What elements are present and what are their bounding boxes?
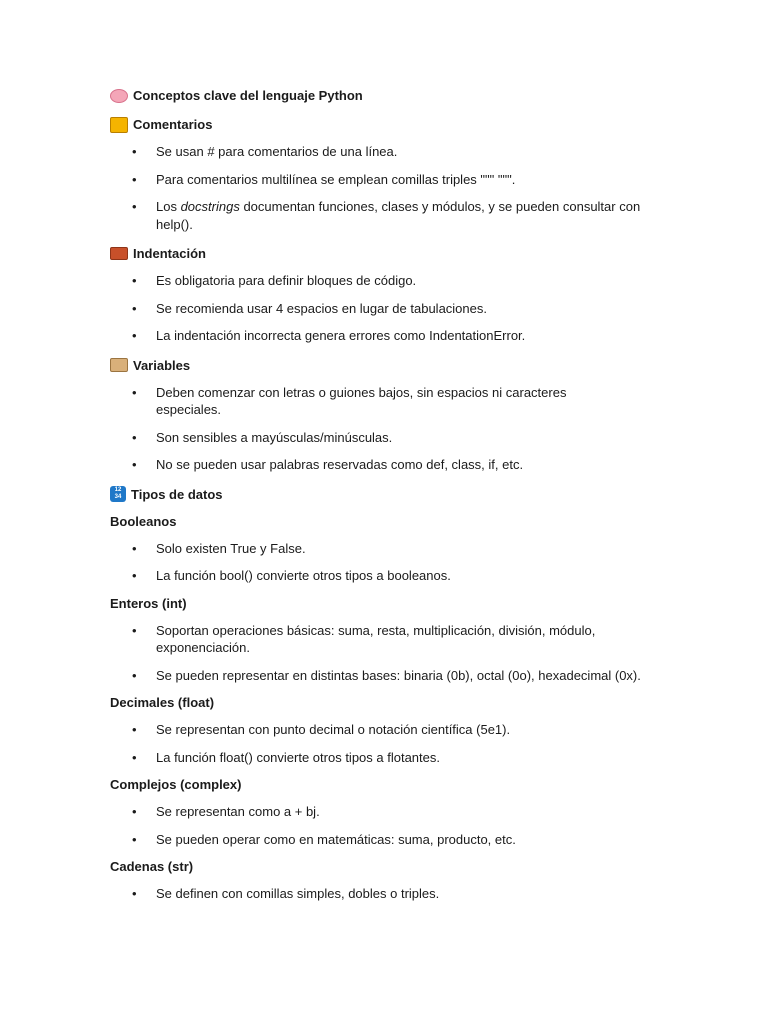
list-booleanos bbox=[110, 540, 650, 585]
list-indentacion bbox=[110, 272, 650, 345]
list-item: • Se representan como a + bj. bbox=[110, 803, 650, 821]
subheading-complejos: Complejos (complex) bbox=[110, 777, 242, 792]
list-item: • Deben comenzar con letras o guiones bajos, sin espacios ni caracteres especiales. bbox=[110, 384, 650, 419]
list-complejos bbox=[110, 803, 650, 848]
list-item: • Son sensibles a mayúsculas/minúsculas. bbox=[110, 429, 650, 447]
section-heading-variables: Variables bbox=[110, 357, 650, 374]
list-comentarios bbox=[110, 143, 650, 233]
subheading-booleanos: Booleanos bbox=[110, 513, 177, 529]
numbers-icon: 12 34 bbox=[110, 486, 126, 502]
list-item: • Se recomienda usar 4 espacios en lugar de tabulaciones. bbox=[110, 300, 650, 318]
brick-icon bbox=[110, 247, 128, 260]
list-item: • Solo existen True y False. bbox=[110, 540, 650, 558]
subheading-decimales: Decimales (float) bbox=[110, 695, 215, 710]
list-enteros bbox=[110, 622, 650, 685]
list-item: • Los docstrings documentan funciones, clases y módulos, y se pueden consultar con help(). bbox=[110, 198, 650, 233]
list-item: • Para comentarios multilínea se emplean comillas triples """ """. bbox=[110, 171, 650, 189]
box-icon bbox=[110, 358, 128, 372]
section-heading-comentarios: Comentarios bbox=[110, 116, 650, 133]
brain-icon bbox=[110, 89, 128, 103]
list-item: • Se representan con punto decimal o notación científica (5e1). bbox=[110, 721, 650, 739]
list-cadenas bbox=[110, 885, 650, 903]
subheading-enteros: Enteros (int) bbox=[110, 595, 187, 611]
list-decimales bbox=[110, 721, 650, 766]
book-icon bbox=[110, 117, 128, 133]
list-item: • Se pueden representar en distintas bases: binaria (0b), octal (0o), hexadecimal (0x). bbox=[110, 667, 650, 685]
docstrings-term: docstrings bbox=[180, 199, 240, 214]
list-item: • No se pueden usar palabras reservadas como def, class, if, etc. bbox=[110, 456, 650, 474]
list-item: • La función bool() convierte otros tipos a booleanos. bbox=[110, 567, 650, 585]
list-item: • Soportan operaciones básicas: suma, resta, multiplicación, división, módulo, exponenciación. bbox=[110, 622, 650, 657]
list-item: • Se usan # para comentarios de una línea. bbox=[110, 143, 650, 161]
section-heading-indentacion: Indentación bbox=[110, 245, 650, 262]
list-item: • La función float() convierte otros tipos a flotantes. bbox=[110, 749, 650, 767]
list-item: • Se definen con comillas simples, dobles o triples. bbox=[110, 885, 650, 903]
list-variables bbox=[110, 384, 650, 474]
subheading-cadenas: Cadenas (str) bbox=[110, 859, 194, 874]
list-item: • Es obligatoria para definir bloques de código. bbox=[110, 272, 650, 290]
document-title: Conceptos clave del lenguaje Python bbox=[110, 87, 650, 104]
list-item: • Se pueden operar como en matemáticas: suma, producto, etc. bbox=[110, 831, 650, 849]
list-item: • La indentación incorrecta genera errores como IndentationError. bbox=[110, 327, 650, 345]
section-heading-tipos: 12 34 Tipos de datos bbox=[110, 486, 650, 503]
document-body bbox=[110, 87, 650, 903]
